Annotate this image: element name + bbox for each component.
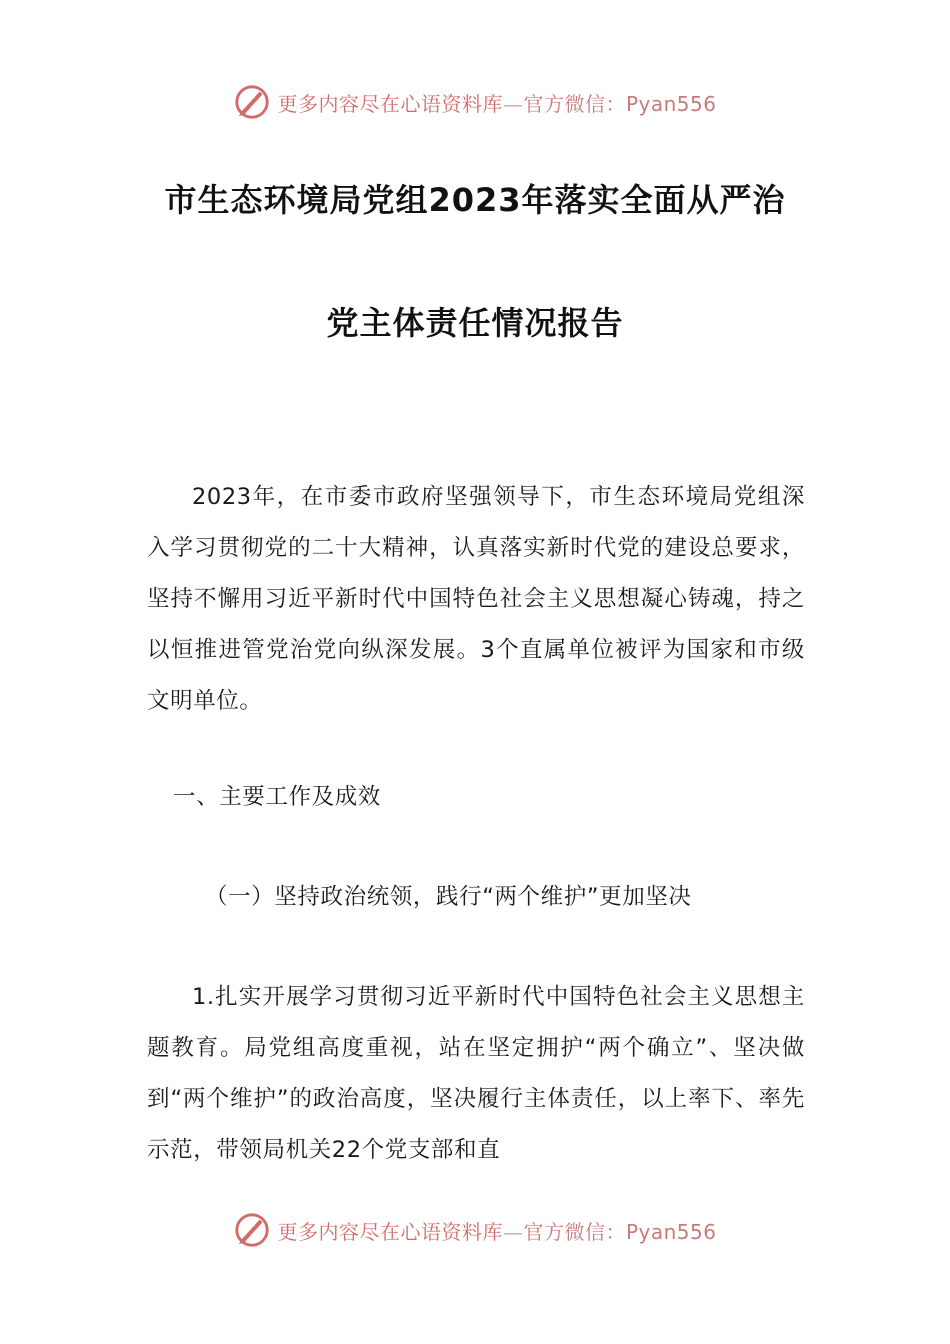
pen-nib-logo-icon: [233, 83, 271, 121]
watermark-banner-bottom: [0, 1208, 950, 1252]
subsection-heading: （一）坚持政治统领，践行“两个维护”更加坚决: [205, 884, 692, 910]
watermark-text: 更多内容尽在心语资料库—官方微信：Pyan556: [277, 91, 717, 116]
watermark-text: 更多内容尽在心语资料库—官方微信：Pyan556: [277, 1219, 717, 1244]
intro-paragraph: 2023年，在市委市政府坚强领导下，市生态环境局党组深入学习贯彻党的二十大精神，认真落实新时代党的建设总要求，坚持不懈用习近平新时代中国特色社会主义思想凝心铸魂，持之以恒推进管党治党向纵深发展。3个直属单位被评为国家和市级文明单位。: [147, 484, 805, 714]
document-title-line-2: 党主体责任情况报告: [326, 304, 624, 342]
item-paragraph: 1.扎实开展学习贯彻习近平新时代中国特色社会主义思想主题教育。局党组高度重视，站在坚定拥护“两个确立”、坚决做到“两个维护”的政治高度，坚决履行主体责任，以上率下、率先示范，带领局机关22个党支部和直: [147, 984, 805, 1163]
watermark-banner-top: [0, 80, 950, 124]
document-title-line-1: 市生态环境局党组2023年落实全面从严治: [164, 181, 786, 219]
section-heading: 一、主要工作及成效: [173, 784, 381, 810]
pen-nib-logo-icon: [233, 1211, 271, 1249]
